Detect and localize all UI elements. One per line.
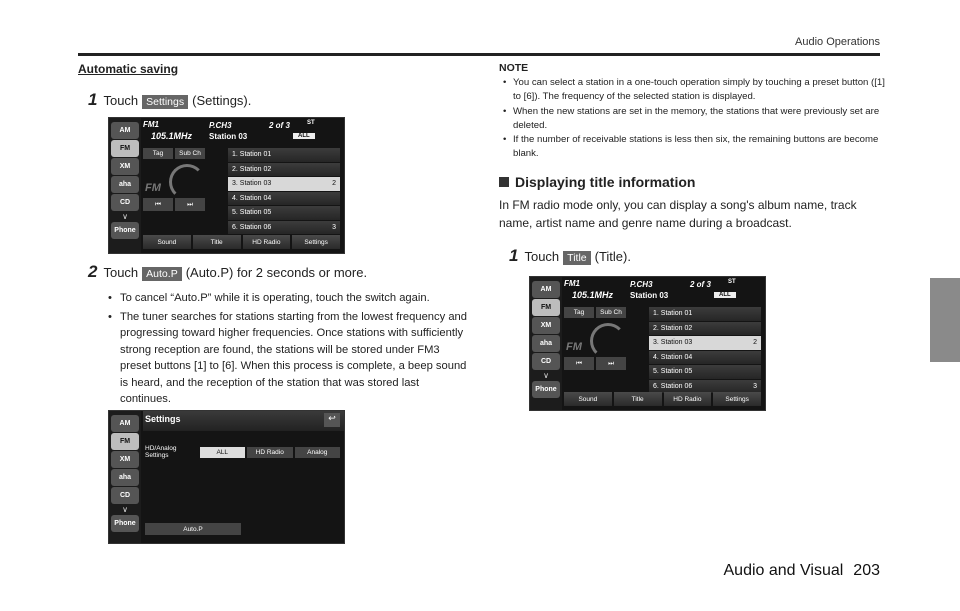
seek-forward-icon[interactable]: ⏭: [175, 198, 205, 211]
subch-button[interactable]: Sub Ch: [596, 307, 626, 318]
step-text: (Auto.P) for 2 seconds or more.: [185, 265, 368, 280]
source-bar: [530, 277, 562, 410]
chevron-down-icon[interactable]: ∨: [543, 371, 549, 380]
band-label: FM1: [143, 120, 159, 129]
source-am-button[interactable]: AM: [111, 122, 139, 139]
station-row[interactable]: 1. Station 01: [228, 148, 340, 162]
square-icon: [499, 177, 509, 187]
function-buttons: [564, 392, 761, 406]
fm-logo: FM: [145, 182, 161, 194]
station-row-selected[interactable]: 3. Station 03 2: [649, 336, 761, 350]
source-cd-button[interactable]: CD: [111, 487, 139, 504]
source-phone-button[interactable]: Phone: [111, 222, 139, 239]
settings-chip: Settings: [142, 95, 188, 109]
source-bar: [109, 411, 141, 543]
station-row[interactable]: 2. Station 02: [649, 322, 761, 336]
step-text: (Settings).: [192, 93, 252, 108]
step-text: Touch: [103, 93, 139, 108]
tag-subch-row: [564, 307, 626, 318]
step2-block: [78, 262, 478, 410]
step-title: [509, 246, 889, 266]
chevron-down-icon[interactable]: ∨: [122, 212, 128, 221]
hd-radio-tab[interactable]: HD Radio: [247, 447, 293, 458]
right-column: [499, 62, 889, 266]
back-icon[interactable]: ↩: [324, 413, 340, 427]
source-aha-button[interactable]: aha: [532, 335, 560, 352]
note-list: [499, 76, 889, 162]
seek-forward-icon[interactable]: ⏭: [596, 357, 626, 370]
source-xm-button[interactable]: XM: [532, 317, 560, 334]
bullet-item: • The tuner searches for stations starting from the lowest frequency and progressing toward higher frequencies. Once stations with sufficiently strong reception are found, the stations will be stored under FM3 preset buttons [1] to [6]. When this process is complete, a beep sound is heard, and the reception of the station that was stored last continues.: [108, 309, 468, 408]
hd-radio-button[interactable]: HD Radio: [664, 392, 712, 406]
sound-button[interactable]: Sound: [564, 392, 612, 406]
source-aha-button[interactable]: aha: [111, 176, 139, 193]
source-bar: [109, 118, 141, 253]
tag-button[interactable]: Tag: [143, 148, 173, 159]
source-xm-button[interactable]: XM: [111, 158, 139, 175]
analog-tab[interactable]: Analog: [295, 447, 341, 458]
chevron-down-icon[interactable]: ∨: [122, 505, 128, 514]
step-text: Touch: [103, 265, 139, 280]
source-cd-button[interactable]: CD: [532, 353, 560, 370]
seek-row: [564, 357, 626, 370]
source-xm-button[interactable]: XM: [111, 451, 139, 468]
station-row[interactable]: 5. Station 05: [649, 365, 761, 379]
left-column: [78, 62, 468, 110]
hd-analog-label: HD/Analog Settings: [145, 445, 177, 459]
function-buttons: [143, 235, 340, 249]
note-title: NOTE: [499, 62, 529, 74]
settings-titlebar: [143, 411, 344, 431]
preset-count: 2 of 3: [269, 121, 290, 130]
note-item: • When the new stations are set in the memory, the stations that were previously set are deleted.: [499, 105, 889, 134]
station-row[interactable]: 6. Station 06 3: [228, 221, 340, 235]
signal-arc-icon: [169, 164, 205, 200]
fm-logo: FM: [566, 341, 582, 353]
step-number: 1: [509, 245, 519, 265]
all-tab[interactable]: ALL: [200, 447, 246, 458]
station-row[interactable]: 6. Station 06 3: [649, 380, 761, 394]
settings-title: Settings: [145, 414, 181, 424]
title-button[interactable]: Title: [614, 392, 662, 406]
station-row[interactable]: 2. Station 02: [228, 163, 340, 177]
seek-back-icon[interactable]: ⏮: [564, 357, 594, 370]
section-title: Automatic saving: [78, 62, 179, 76]
settings-screen: [108, 410, 345, 544]
frequency-display: 105.1MHz: [151, 131, 193, 141]
bullet-item: • To cancel “Auto.P” while it is operating, touch the switch again.: [108, 290, 468, 307]
source-cd-button[interactable]: CD: [111, 194, 139, 211]
stereo-indicator: ST: [307, 120, 315, 126]
radio-screen-1: [108, 117, 345, 254]
source-fm-button[interactable]: FM: [111, 433, 139, 450]
step-settings: [88, 90, 468, 110]
settings-button[interactable]: Settings: [713, 392, 761, 406]
source-fm-button[interactable]: FM: [111, 140, 139, 157]
step-text: Touch: [524, 248, 560, 264]
autop-button[interactable]: Auto.P: [145, 523, 241, 535]
hd-analog-row: [145, 445, 340, 459]
seek-back-icon[interactable]: ⏮: [143, 198, 173, 211]
signal-arc-icon: [590, 323, 626, 359]
section-paragraph: In FM radio mode only, you can display a song's album name, track name, artist name and genre name during a broadcast.: [499, 197, 857, 230]
side-tab: [930, 278, 960, 362]
step-autop: [88, 262, 478, 282]
band-label: FM1: [564, 279, 580, 288]
radio-screen-2: [529, 276, 766, 411]
section-heading: Displaying title information: [499, 174, 889, 190]
source-fm-button[interactable]: FM: [532, 299, 560, 316]
bullet-list: [108, 290, 468, 408]
all-button[interactable]: ALL: [293, 133, 315, 139]
current-station: Station 03: [209, 132, 248, 141]
page-header: Audio Operations: [795, 36, 880, 48]
step-number: 2: [88, 262, 98, 281]
source-am-button[interactable]: AM: [111, 415, 139, 432]
step-number: 1: [88, 90, 98, 109]
tag-button[interactable]: Tag: [564, 307, 594, 318]
header-rule: [78, 53, 880, 56]
station-row[interactable]: 1. Station 01: [649, 307, 761, 321]
sound-button[interactable]: Sound: [143, 235, 191, 249]
station-row-selected[interactable]: 3. Station 03 2: [228, 177, 340, 191]
subch-button[interactable]: Sub Ch: [175, 148, 205, 159]
title-button[interactable]: Title: [193, 235, 241, 249]
source-aha-button[interactable]: aha: [111, 469, 139, 486]
preset-count: 2 of 3: [690, 280, 711, 289]
station-row[interactable]: 4. Station 04: [649, 351, 761, 365]
step-text: (Title).: [594, 248, 631, 264]
all-button[interactable]: ALL: [714, 292, 736, 298]
page-footer: [714, 562, 881, 580]
source-phone-button[interactable]: Phone: [532, 381, 560, 398]
hd-radio-button[interactable]: HD Radio: [243, 235, 291, 249]
settings-button[interactable]: Settings: [292, 235, 340, 249]
stereo-indicator: ST: [728, 279, 736, 285]
source-phone-button[interactable]: Phone: [111, 515, 139, 532]
seek-row: [143, 198, 205, 211]
station-row[interactable]: 4. Station 04: [228, 192, 340, 206]
autop-chip: Auto.P: [142, 267, 182, 281]
station-list: [649, 307, 761, 394]
source-am-button[interactable]: AM: [532, 281, 560, 298]
page-number: 203: [853, 562, 880, 579]
station-row[interactable]: 5. Station 05: [228, 206, 340, 220]
note-item: • You can select a station in a one-touch operation simply by touching a preset button ([1] to [6]). The frequency of the selected station is displayed.: [499, 76, 889, 105]
note-item: • If the number of receivable stations is less then six, the remaining buttons are become blank.: [499, 133, 889, 162]
frequency-display: 105.1MHz: [572, 290, 614, 300]
tag-subch-row: [143, 148, 205, 159]
current-station: Station 03: [630, 291, 669, 300]
chapter-name: Audio and Visual: [723, 562, 844, 579]
title-chip: Title: [563, 251, 590, 265]
preset-channel: P.CH3: [630, 280, 653, 289]
station-list: [228, 148, 340, 235]
preset-channel: P.CH3: [209, 121, 232, 130]
